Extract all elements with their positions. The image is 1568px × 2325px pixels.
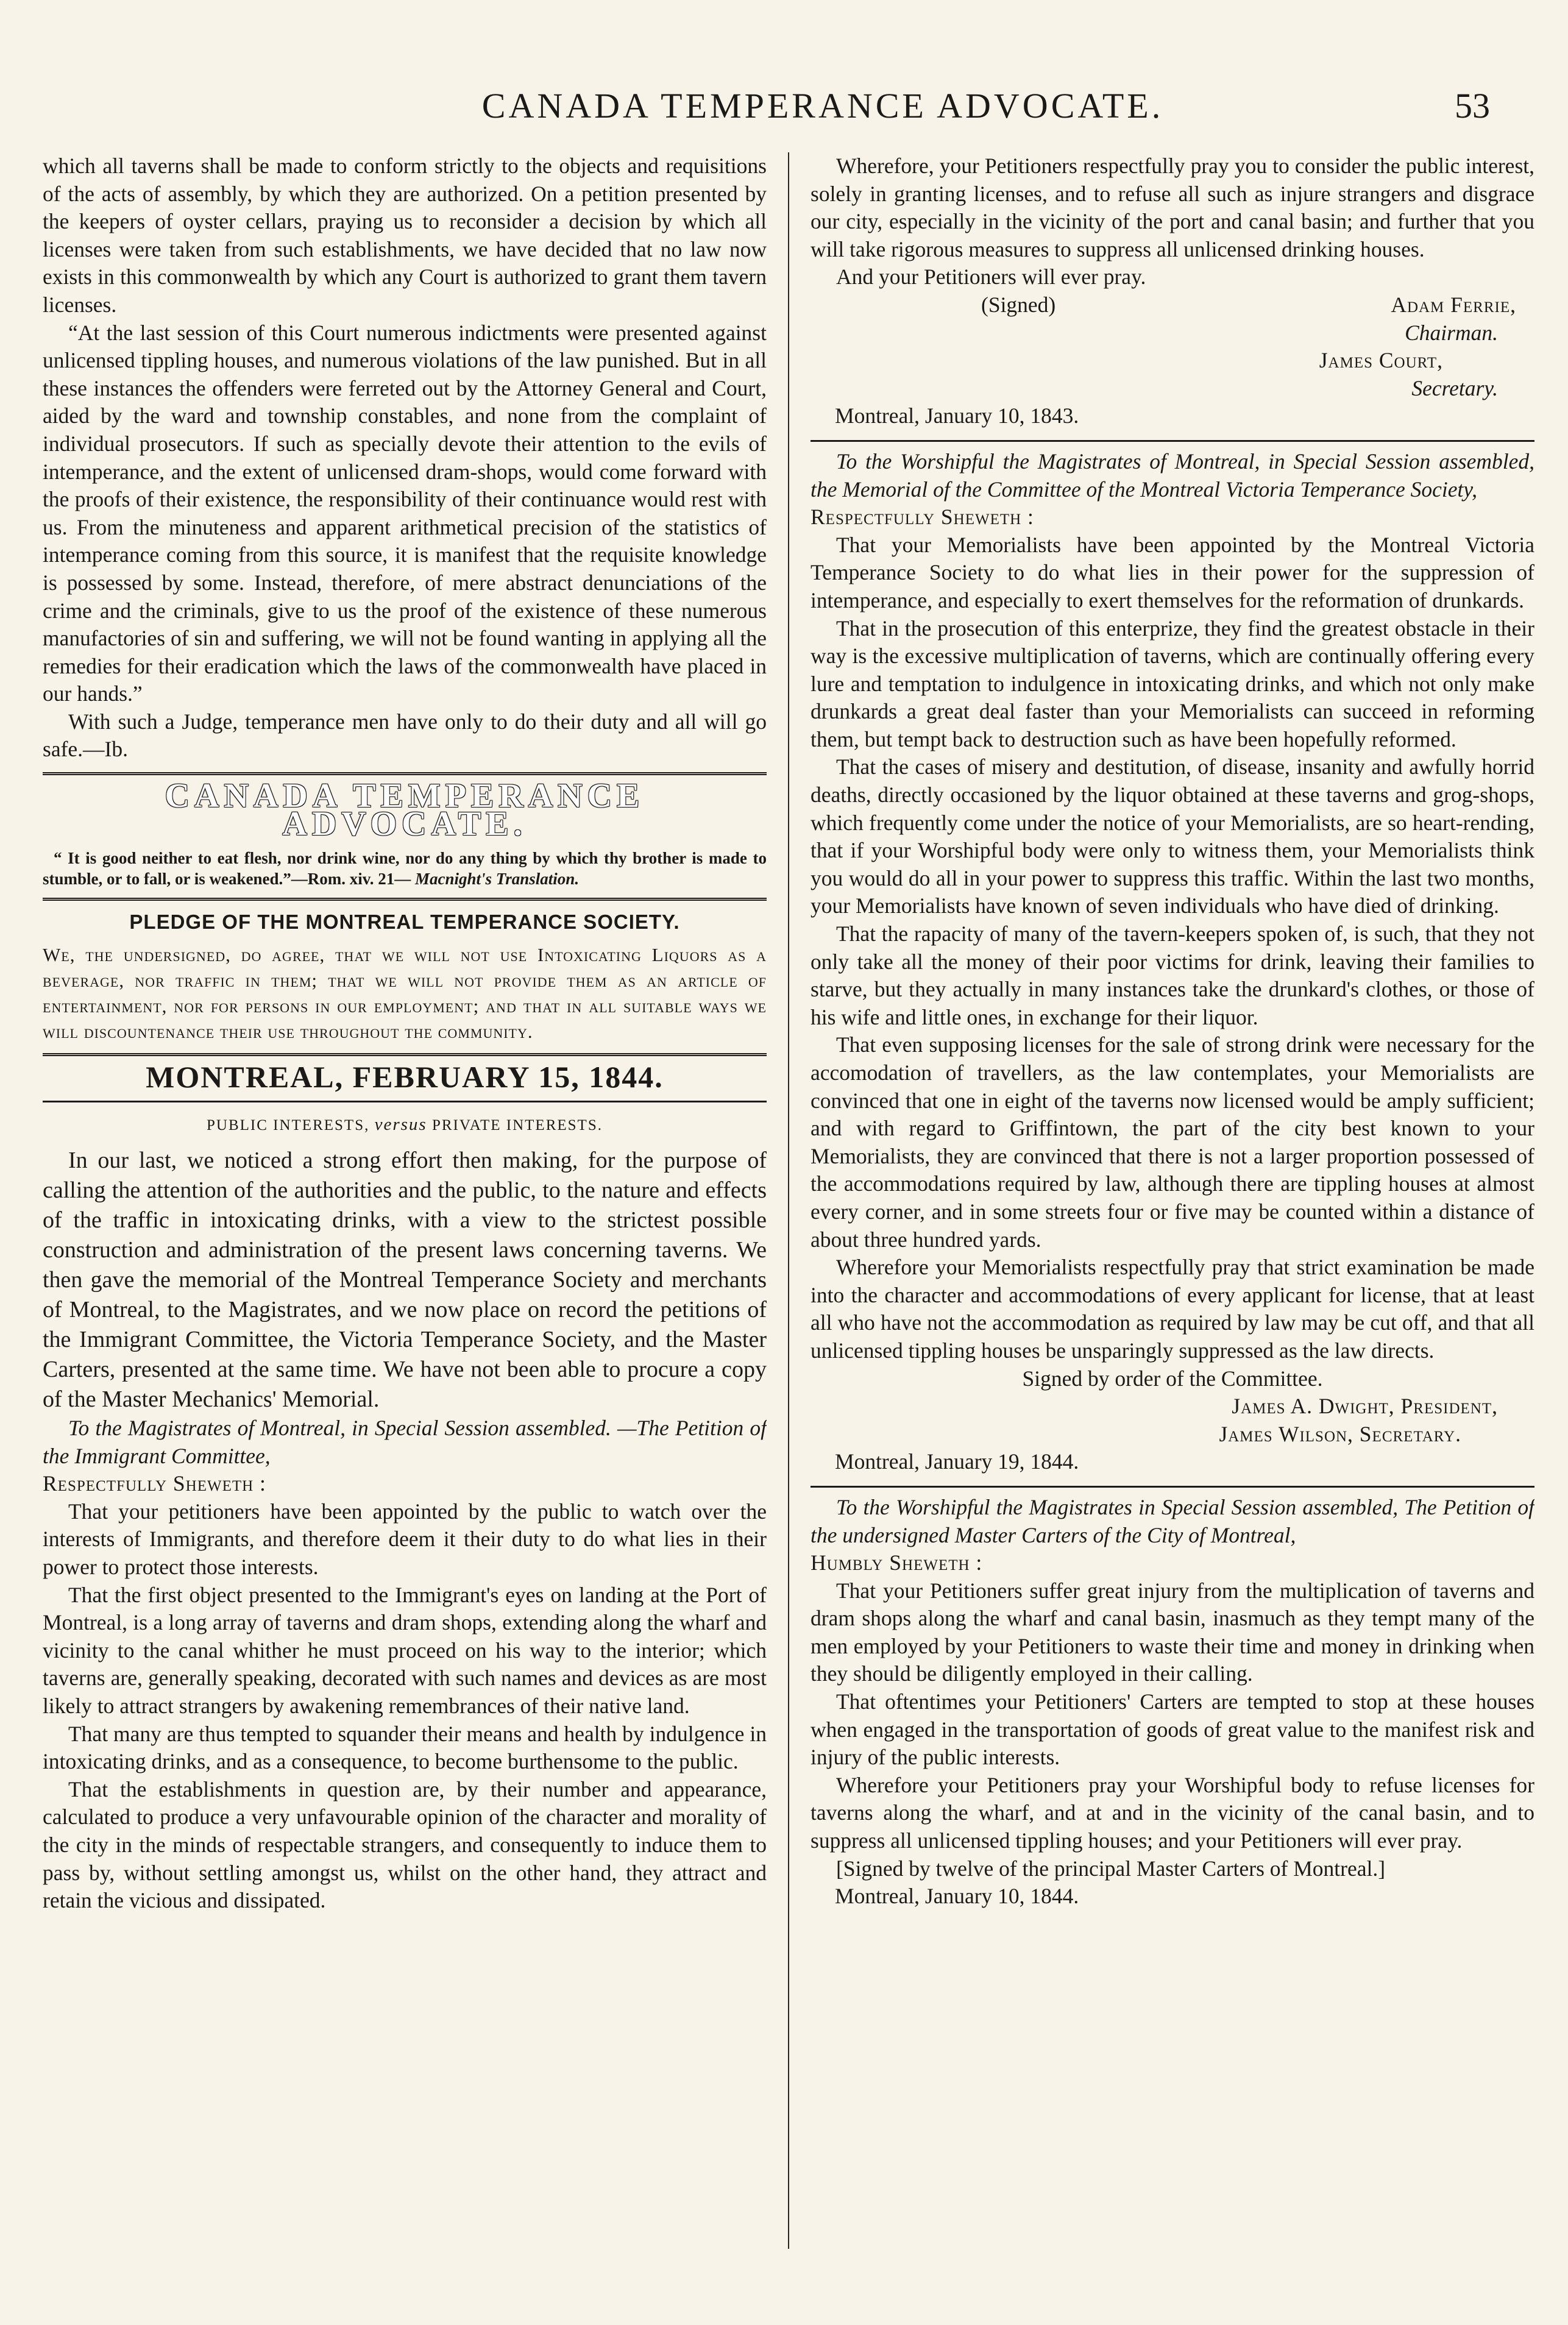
section-rule: [43, 898, 767, 901]
section-rule: [43, 1053, 767, 1056]
date-line: Montreal, January 19, 1844.: [835, 1449, 1079, 1474]
masthead-title: CANADA TEMPERANCE ADVOCATE.: [165, 777, 645, 843]
running-head: [0, 85, 1568, 134]
signer-title: Chairman.: [1405, 320, 1498, 345]
section-rule: [43, 772, 767, 775]
signer-name: Adam Ferrie,: [1391, 292, 1516, 317]
epigraph-text: “ It is good neither to eat flesh, nor drink wine, nor do any thing by which thy brother is made to stumble, or to fall, or is weakened.”—Rom. xiv. 21—: [43, 849, 767, 889]
paragraph: That your petitioners have been appointed by the public to watch over the interests of Immigrants, and therefore deem it their duty to do what lies in their power to protect those interests.: [43, 1499, 767, 1579]
petition-address: To the Worshipful the Magistrates in Special Session assembled, The Petition of the undersigned Master Carters of the City of Montreal,: [811, 1494, 1534, 1547]
left-column: [43, 152, 767, 2267]
signed-label: (Signed): [981, 292, 1056, 317]
article-heading-part: PUBLIC INTERESTS,: [207, 1117, 370, 1134]
column-divider: [788, 152, 789, 2249]
paragraph: which all taverns shall be made to conform strictly to the objects and requisitions of the acts of assembly, by which they are authorized. On a petition presented by the keepers of oyster cellars, praying us to reconsider a decision by which all licenses were taken from such establishments, we have decided that no law now exists in this commonwealth by which any Court is authorized to grant them tavern licenses.: [43, 154, 767, 317]
paragraph: That your Petitioners suffer great injury from the multiplication of taverns and dram shops along the wharf and canal basin, inasmuch as they tempt many of the men employed by your Petitioners to waste their time and money in drinking when they should be diligently employed in their calling.: [811, 1578, 1534, 1686]
signer-name: James Wilson, Secretary.: [1219, 1421, 1461, 1446]
running-title: CANADA TEMPERANCE ADVOCATE.: [481, 86, 1164, 126]
petition-address: To the Magistrates of Montreal, in Special Session assembled. —The Petition of the Immigrant Committee,: [43, 1416, 767, 1468]
dateline: MONTREAL, FEBRUARY 15, 1844.: [146, 1059, 664, 1094]
signer-name: James Court,: [1319, 348, 1443, 373]
article-heading: [43, 1111, 767, 1140]
section-rule: [43, 1101, 767, 1102]
epigraph-translation: Macnight's Translation.: [415, 870, 580, 889]
paragraph: “At the last session of this Court numerous indictments were presented against unlicensed tippling houses, and numerous violations of the law punished. But in all these instances the offenders were ferreted out by the Attorney General and Court, aided by the ward and township constables, and none from the complaint of individual prosecutors. If such as specially devote their attention to the evils of intemperance, and the extent of unlicensed dram-shops, would come forward with the proofs of their existence, the responsibility of their continuance would rest with us. From the minuteness and apparent arithmetical precision of the statistics of intemperance coming from this source, it is manifest that the requisite knowledge is possessed by some. Instead, therefore, of mere abstract denunciations of the crime and the criminals, give to us the proof of the existence of these numerous manufactories of sin and suffering, we will not be found wanting in applying all the remedies for their eradication which the laws of the commonwealth have placed in our hands.”: [43, 320, 767, 706]
paragraph: And your Petitioners will ever pray.: [836, 264, 1146, 289]
right-column: [811, 152, 1534, 2267]
pledge-heading: PLEDGE OF THE MONTREAL TEMPERANCE SOCIETY.: [129, 910, 680, 934]
paragraph: Wherefore your Petitioners pray your Worshipful body to refuse licenses for taverns along the wharf, and at and in the vicinity of the canal basin, and to suppress all unlicensed tippling houses; and your Petitioners will ever pray.: [811, 1772, 1534, 1853]
petition-address: To the Worshipful the Magistrates of Montreal, in Special Session assembled, the Memorial of the Committee of the Montreal Victoria Temperance Society,: [811, 449, 1534, 502]
paragraph: That your Memorialists have been appointed by the Montreal Victoria Temperance Society to do what lies in their power for the suppression of intemperance, and especially to exert themselves for the reformation of drunkards.: [811, 532, 1534, 612]
signature-line: [811, 291, 1534, 319]
paragraph: That many are thus tempted to squander their means and health by indulgence in intoxicating drinks, and as a consequence, to become burthensome to the public.: [43, 1721, 767, 1774]
paragraph: That the establishments in question are, by their number and appearance, calculated to produce a very unfavourable opinion of the character and morality of the city in the minds of respectable strangers, and consequently to induce them to pass by, without settling amongst us, whilst on the other hand, they attract and retain the vicious and dissipated.: [43, 1777, 767, 1913]
paragraph: That the rapacity of many of the tavern-keepers spoken of, is such, that they not only take all the money of their poor victims for drink, leaving their families to starve, but they actually in many instances take the drunkard's clothes, or those of his wife and little ones, in exchange for their liquor.: [811, 921, 1534, 1029]
date-line: Montreal, January 10, 1844.: [835, 1884, 1079, 1909]
paragraph: Wherefore, your Petitioners respectfully pray you to consider the public interest, solely in granting licenses, and to refuse all such as injure strangers and disgrace our city, especially in the vicinity of the port and canal basin; and further that you will take rigorous measures to suppress all unlicensed drinking houses.: [811, 154, 1534, 261]
paragraph: That the cases of misery and destitution, of disease, insanity and awfully horrid deaths, directly occasioned by the liquor obtained at these taverns and grog-shops, which frequently come under the notice of your Memorialists, are so heart-rending, that if your Worshipful body were only to witness them, your Memorialists think you would do all in your power to suppress this traffic. Within the last two months, your Memorialists have known of seven individuals who have died of drinking.: [811, 754, 1534, 918]
paragraph: Wherefore your Memorialists respectfully pray that strict examination be made into the character and accommodations of every applicant for license, that at least all who have not the accommodation as required by law may be cut off, and that all unlicensed tippling houses be unsparingly suppressed as the law directs.: [811, 1255, 1534, 1363]
paragraph: That even supposing licenses for the sale of strong drink were necessary for the accomodation of travellers, as the law contemplates, your Memorialists are convinced that one in eight of the taverns now licensed would be amply sufficient; and with regard to Griffintown, the part of the city best known to your Memorialists, they are convinced that there is not a larger proportion possessed of the accommodations required by law, although there are tippling houses at almost every corner, and in some streets four or five may be counted within a distance of about three hundred yards.: [811, 1032, 1534, 1252]
paragraph: With such a Judge, temperance men have only to do their duty and all will go safe.—Ib.: [43, 709, 767, 762]
paragraph: That the first object presented to the Immigrant's eyes on landing at the Port of Montreal, is a long array of taverns and dram shops, extending along the wharf and vicinity to the canal whither he must proceed on his way to the interior; which taverns are, generally speaking, decorated with such names and devices as are most likely to attract strangers by awakening remembrances of their native land.: [43, 1582, 767, 1718]
salutation: Respectfully Sheweth :: [811, 505, 1034, 530]
epigraph: [43, 848, 767, 889]
section-rule: [811, 440, 1534, 442]
article-heading-part: PRIVATE INTERESTS.: [431, 1117, 603, 1134]
paragraph: That in the prosecution of this enterprize, they find the greatest obstacle in their way is the excessive multiplication of taverns, which are continually offering every lure and temptation to indulgence in intoxicating drinks, and which not only make drunkards a great deal faster than your Memorialists can succeed in reforming them, but tempt back to destruction such as have been hopefully reformed.: [811, 616, 1534, 751]
date-line: Montreal, January 10, 1843.: [835, 403, 1079, 428]
section-rule: [811, 1486, 1534, 1488]
page-number: 53: [1455, 86, 1490, 126]
paragraph: That oftentimes your Petitioners' Carters are tempted to stop at these houses when engaged in the transportation of goods of great value to the manifest risk and injury of the public interests.: [811, 1689, 1534, 1770]
closing-note: [Signed by twelve of the principal Master Carters of Montreal.]: [836, 1856, 1386, 1881]
salutation: Respectfully Sheweth :: [43, 1471, 266, 1496]
article-heading-versus: versus: [374, 1115, 427, 1135]
paragraph: In our last, we noticed a strong effort then making, for the purpose of calling the attention of the authorities and the public, to the nature and effects of the traffic in intoxicating drinks, with a view to the strictest possible construction and administration of the present laws concerning taverns. We then gave the memorial of the Montreal Temperance Society and merchants of Montreal, to the Magistrates, and we now place on record the petitions of the Immigrant Committee, the Victoria Temperance Society, and the Master Carters, presented at the same time. We have not been able to procure a copy of the Master Mechanics' Memorial.: [43, 1148, 767, 1413]
signer-title: Secretary.: [1411, 375, 1498, 400]
signer-name: James A. Dwight, President,: [1232, 1394, 1498, 1419]
signed-by: Signed by order of the Committee.: [1022, 1366, 1323, 1391]
salutation: Humbly Sheweth :: [811, 1550, 983, 1575]
pledge-text: We, the undersigned, do agree, that we will not use Intoxicating Liquors as a beverage, nor traffic in them; that we will not provide them as an article of entertainment, nor for persons in our employment; and that in all suitable ways we will discountenance their use throughout the community.: [43, 943, 767, 1042]
